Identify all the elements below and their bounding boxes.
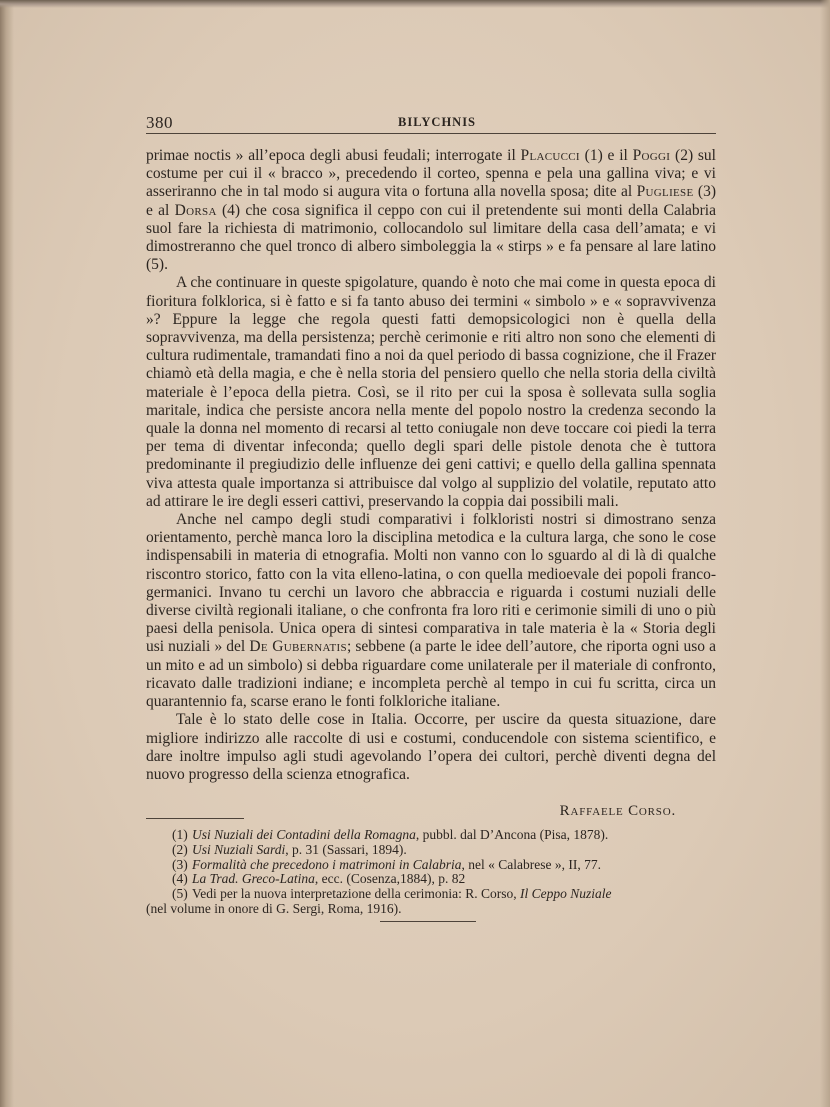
footnote-text: , nel « Calabrese », II, 77.	[461, 856, 601, 872]
p1-text-a: primae noctis » all’epoca degli abusi feudali; interrogate il	[146, 147, 521, 164]
running-header	[146, 113, 716, 135]
footnote-2	[146, 843, 716, 858]
article-body	[146, 147, 716, 784]
p1-text-c: (1) e il	[579, 147, 633, 164]
footnote-title: Usi Nuziali dei Contadini della Romagna	[192, 827, 416, 842]
page-number: 380	[146, 113, 173, 132]
paragraph-4: Tale è lo stato delle cose in Italia. Occorre, per uscire da questa situazione, dare migliore indirizzo alle raccolte di usi e costumi, conducendole con sistema scientifico, e dare inoltre impulso agli studi agevolando l’opera dei cultori, perchè diventi degna del nuovo progresso della scienza etnografica.	[146, 711, 716, 783]
p1-text-e: (2) sul costume per cui il « bracco », precedendo il corteo, spenna e pela una gallina viva; e vi asseriranno che in tal modo si augura vita o fortuna alla novella sposa; dite al	[146, 147, 716, 201]
ref-poggi: Poggi	[632, 147, 671, 164]
footnote-title: Formalità che precedono i matrimoni in Calabria	[192, 856, 462, 872]
footnote-text: , ecc. (Cosenza,1884), p. 82	[314, 871, 466, 887]
footnotes	[146, 828, 716, 917]
footnote-1	[146, 828, 716, 843]
ref-pugliese: Pugliese	[636, 183, 694, 201]
p1-text-i: (4) che cosa significa il ceppo con cui il pretendente sui monti della Calabria suol fare la richiesta di matrimonio, collocandolo sul limitare della casa dell’amata; e vi dimostreranno che quel tronco di albero simboleggia la « stirps » e fa pensare al lare latino (5).	[146, 201, 716, 274]
footnote-number: (1)	[172, 827, 188, 842]
footnote-5-continuation: (nel volume in onore di G. Sergi, Roma, 1916).	[146, 900, 402, 916]
footnote-rule	[146, 818, 244, 819]
journal-title: BILYCHNIS	[398, 115, 477, 129]
footnote-4	[146, 872, 716, 887]
p3-text-a: Anche nel campo degli studi comparativi i folkloristi nostri si dimostrano senza orientamento, perchè manca loro la disciplina metodica e la cultura larga, che sono le cose indispensabili in materia di etnografia. Molti non vanno con lo sguardo al di là di qualche riscontro storico, fatto con la vita elleno-latina, o con quella medioevale dei popoli franco-germanici. Invano tu cerchi un lavoro che abbraccia e riguarda i costumi nuziali delle diverse civiltà regionali italiane, o che confronta fra loro riti e cerimonie simili di uno o più paesi della penisola. Unica opera di sintesi comparativa in tale materia è la « Storia degli usi nuziali » del	[146, 511, 716, 656]
footnote-5	[146, 887, 716, 902]
footnote-title: La Trad. Greco-Latina	[192, 871, 315, 887]
footnote-text: Vedi per la nuova interpretazione della cerimonia: R. Corso,	[192, 886, 521, 902]
page-right-edge	[820, 0, 830, 1107]
header-rule	[146, 133, 716, 134]
footnote-number: (3)	[172, 856, 188, 872]
footnote-3	[146, 858, 716, 873]
footnote-title: Usi Nuziali Sardi	[192, 841, 286, 857]
end-rule	[380, 921, 476, 922]
footnote-text: , pubbl. dal D’Ancona (Pisa, 1878).	[415, 827, 609, 842]
page-top-edge	[0, 0, 830, 8]
author-signature: Raffaele Corso.	[559, 803, 676, 819]
footnote-title: Il Ceppo Nuziale	[520, 886, 612, 902]
footnote-number: (4)	[172, 871, 188, 887]
ref-placucci: Placucci	[520, 147, 580, 164]
ref-dorsa: Dorsa	[174, 201, 217, 219]
page-left-edge	[0, 0, 14, 1107]
footnote-text: , p. 31 (Sassari, 1894).	[285, 841, 407, 857]
ref-de-gubernatis: De Gubernatis	[249, 638, 347, 656]
paragraph-2: A che continuare in queste spigolature, quando è noto che mai come in questa epoca di fioritura folklorica, si è fatto e si fa tanto abuso dei termini « simbolo » e « sopravvivenza »? Eppure la legge che regola questi fatti demopsicologici non è quella della sopravvivenza, ma della persistenza; perchè cerimonie e riti altro non sono che elementi di cultura rudimentale, tramandati fino a noi da quel periodo di bassa cognizione, che il Frazer chiamò età della magia, e che è nella storia del pensiero quello che nella storia della civiltà materiale è l’epoca della pietra. Così, se il rito per cui la sposa è sollevata sulla soglia maritale, indica che persiste ancora nella mente del popolo nostro la credenza secondo la quale la donna nel momento di recarsi al tetto coniugale non deve toccare coi piedi la terra per tema di diventar infeconda; quello degli spari delle pistole denota che è tuttora predominante il pregiudizio delle influenze dei geni cattivi; e quello della gallina spennata viva attesta quale importanza si attribuisce dal volgo al supplizio del volatile, reputato atto ad attirare le ire degli esseri cattivi, preservando la coppia dai possibili mali.	[146, 274, 716, 510]
paragraph-1	[146, 147, 716, 274]
p1-text-g: (3) e al	[146, 183, 716, 219]
footnote-number: (2)	[172, 841, 188, 857]
p3-text-c: ; sebbene (a parte le idee dell’autore, che riporta ogni uso a un mito e ad un simbolo) si debba riguardare come unilaterale per il materiale di confronto, ricavato dalle tradizioni indiane; e incompleta perchè al tempo in cui fu scritta, circa un quarantennio fa, scarse erano le fonti folkloriche italiane.	[146, 638, 717, 711]
footnote-number: (5)	[172, 886, 188, 902]
paragraph-3	[146, 511, 716, 711]
